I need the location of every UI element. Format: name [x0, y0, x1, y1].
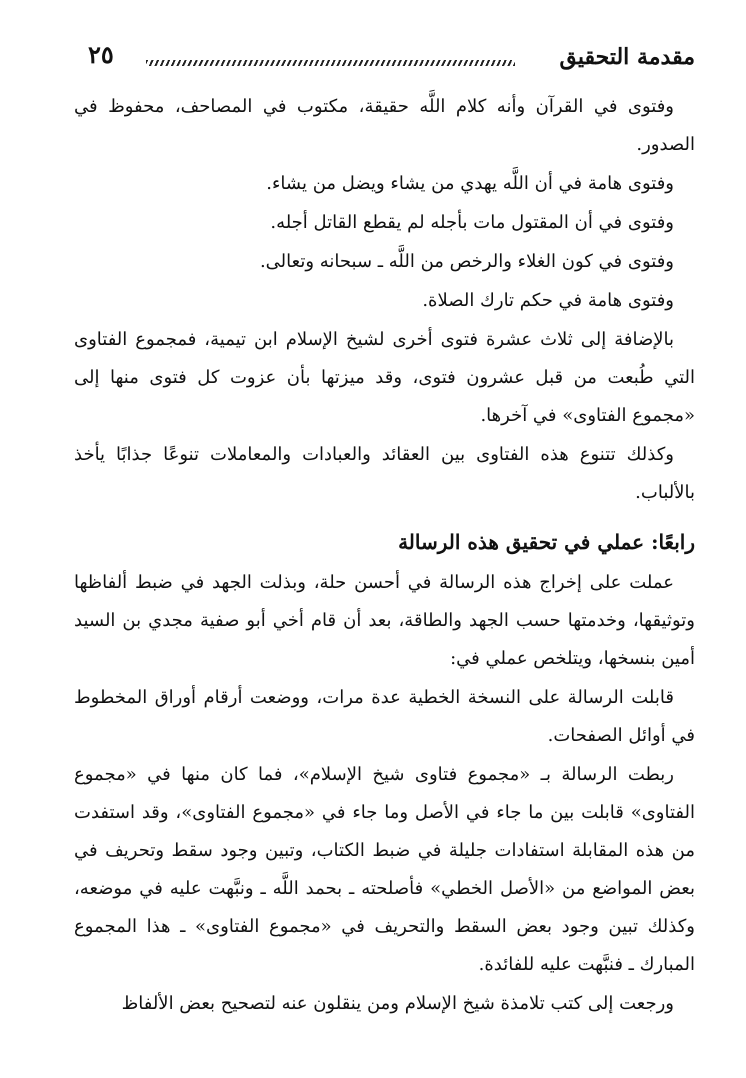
- running-title: مقدمة التحقيق: [559, 44, 695, 70]
- section-paragraph: ورجعت إلى كتب تلامذة شيخ الإسلام ومن ينقلون عنه لتصحيح بعض الألفاظ: [121, 993, 674, 1014]
- page-header: [74, 26, 695, 88]
- book-page: [74, 26, 695, 1066]
- page-body: [74, 88, 695, 1023]
- body-paragraph: وفتوى في أن المقتول مات بأجله لم يقطع القاتل أجله.: [270, 212, 674, 233]
- header-decorative-rule: [146, 60, 515, 66]
- section-heading: رابعًا: عملي في تحقيق هذه الرسالة: [398, 530, 695, 554]
- body-paragraph: وفتوى في القرآن وأنه كلام اللَّه حقيقة، مكتوب في المصاحف، محفوظ في الصدور.: [74, 96, 695, 155]
- page-number: ٢٥: [88, 40, 114, 69]
- body-paragraph: بالإضافة إلى ثلاث عشرة فتوى أخرى لشيخ الإسلام ابن تيمية، فمجموع الفتاوى التي طُبعت من قبل عشرون فتوى، وقد ميزتها بأن عزوت كل فتوى منها إلى «مجموع الفتاوى» في آخرها.: [74, 329, 695, 426]
- body-paragraph: وكذلك تتنوع هذه الفتاوى بين العقائد والعبادات والمعاملات تنوعًا جذابًا يأخذ بالألباب.: [74, 444, 695, 503]
- body-paragraph: وفتوى هامة في أن اللَّه يهدي من يشاء ويضل من يشاء.: [266, 173, 674, 194]
- body-paragraph: وفتوى هامة في حكم تارك الصلاة.: [422, 290, 674, 311]
- body-paragraph: وفتوى في كون الغلاء والرخص من اللَّه ـ سبحانه وتعالى.: [259, 251, 674, 272]
- section-paragraph: ربطت الرسالة بـ «مجموع فتاوى شيخ الإسلام»، فما كان منها في «مجموع الفتاوى» قابلت بين ما جاء في الأصل وما جاء في «مجموع الفتاوى»، وقد استفدت من هذه المقابلة استفادات جليلة في ضبط الكتاب، وتبين وجود سقط وتحريف في بعض المواضع من «الأصل الخطي» فأصلحته ـ بحمد اللَّه ـ ونبَّهت عليه في موضعه، وكذلك تبين وجود بعض السقط والتحريف في «مجموع الفتاوى» ـ هذا المجموع المبارك ـ فنبَّهت عليه للفائدة.: [74, 764, 695, 975]
- section-paragraph: قابلت الرسالة على النسخة الخطية عدة مرات، ووضعت أرقام أوراق المخطوط في أوائل الصفحات.: [74, 687, 695, 746]
- section-paragraph: عملت على إخراج هذه الرسالة في أحسن حلة، وبذلت الجهد في ضبط ألفاظها وتوثيقها، وخدمتها حسب الجهد والطاقة، بعد أن قام أخي أبو صفية مجدي بن السيد أمين بنسخها، ويتلخص عملي في:: [74, 572, 695, 669]
